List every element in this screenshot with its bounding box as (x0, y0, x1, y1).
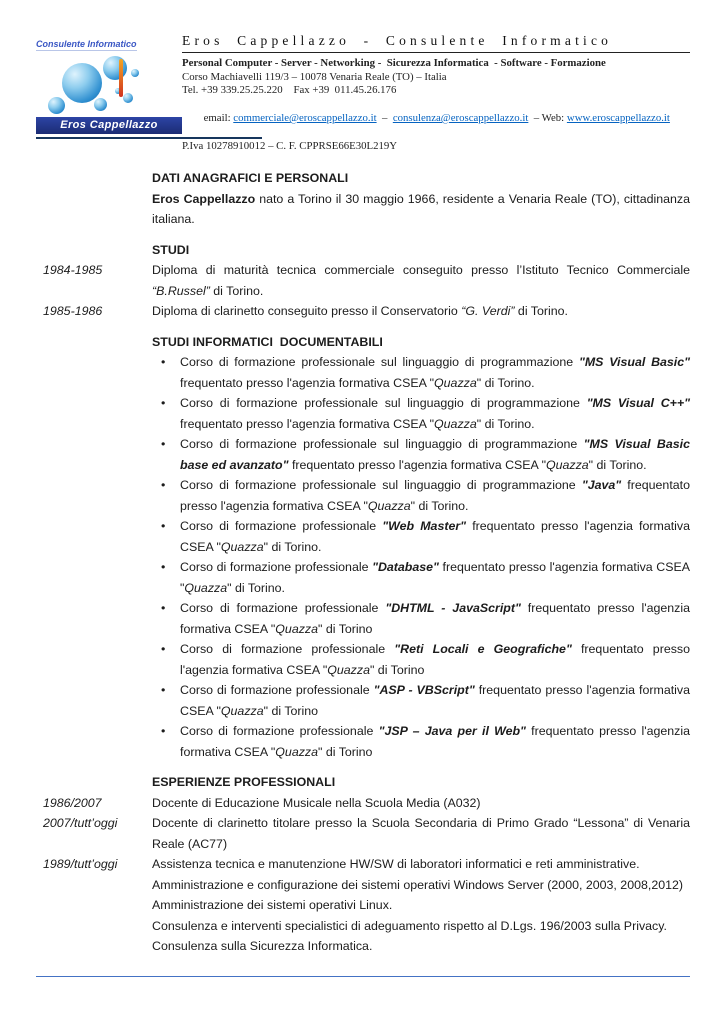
footer-rule (36, 976, 690, 977)
cv-body (43, 168, 690, 957)
course-item: • Corso di formazione professionale sul linguaggio di programmazione "MS Visual C++" frequentato presso l'agenzia formativa CSEA "Quazza" di Torino. (152, 393, 690, 434)
course-item: • Corso di formazione professionale "Database" frequentato presso l'agenzia formativa CSEA "Quazza" di Torino. (152, 557, 690, 598)
logo-tagline: Consulente Informatico (36, 39, 137, 49)
section-personal (43, 168, 690, 230)
experience-row (43, 854, 690, 957)
experience-line: Assistenza tecnica e manutenzione HW/SW di laboratori informatici e reti amministrative. (152, 857, 640, 871)
course-item: • Corso di formazione professionale "ASP - VBScript" frequentato presso l'agenzia formativa CSEA "Quazza" di Torino (152, 680, 690, 721)
letterhead-email-line (182, 98, 690, 139)
section-studi-informatici (43, 332, 690, 763)
education-detail: Diploma di clarinetto conseguito presso il Conservatorio “G. Verdi” di Torino. (152, 304, 568, 318)
experience-row (43, 813, 690, 854)
letterhead-text (182, 34, 690, 153)
experience-date: 1989/tutt’oggi (43, 857, 118, 871)
experience-detail (152, 854, 690, 957)
experience-line: Docente di Educazione Musicale nella Scuola Media (A032) (152, 795, 481, 810)
letterhead-address: Corso Machiavelli 119/3 – 10078 Venaria Reale (TO) – Italia (182, 70, 447, 83)
course-item: • Corso di formazione professionale "Web Master" frequentato presso l'agenzia formativa CSEA "Quazza" di Torino. (152, 516, 690, 557)
course-item: • Corso di formazione professionale sul linguaggio di programmazione "MS Visual Basic base ed avanzato" frequentato presso l'agenzia formativa CSEA "Quazza" di Torino. (152, 434, 690, 475)
bubble-icon (48, 97, 65, 114)
separator: – (376, 111, 393, 124)
logo-red-bar-icon (119, 59, 123, 97)
section-heading-studi: STUDI (152, 242, 190, 257)
letterhead-piva: P.Iva 10278910012 – C. F. CPPRSE66E30L219Y (182, 139, 398, 152)
course-item: • Corso di formazione professionale "JSP – Java per il Web" frequentato presso l'agenzia formativa CSEA "Quazza" di Torino (152, 721, 690, 762)
bubble-icon (123, 93, 133, 103)
email-commerciale-link[interactable]: commerciale@eroscappellazzo.it (233, 111, 377, 124)
letterhead-services: Personal Computer - Server - Networking - Sicurezza Informatica - Software - Formazione (182, 56, 606, 69)
section-heading-esperienze: ESPERIENZE PROFESSIONALI (152, 775, 336, 789)
experience-line: Amministrazione e configurazione dei sistemi operativi Windows Server (2000, 2003, 2008,2012) (152, 877, 684, 892)
section-heading-studi-informatici: STUDI INFORMATICI DOCUMENTABILI (152, 334, 383, 349)
letterhead-phone-fax: Tel. +39 339.25.25.220 Fax +39 011.45.26.176 (182, 84, 397, 97)
education-row (43, 301, 690, 322)
experience-date: 1986/2007 (43, 795, 102, 810)
course-list (152, 352, 690, 762)
experience-date: 2007/tutt’oggi (43, 816, 118, 830)
experience-detail (152, 813, 690, 854)
web-label: – Web: (528, 111, 567, 124)
education-date: 1984-1985 (43, 263, 103, 277)
experience-line: Consulenza sulla Sicurezza Informatica. (152, 939, 373, 953)
section-esperienze (43, 772, 690, 957)
personal-paragraph: Eros Cappellazzo nato a Torino il 30 maggio 1966, residente a Venaria Reale (TO), cittadinanza italiana. (152, 191, 690, 226)
email-consulenza-link[interactable]: consulenza@eroscappellazzo.it (392, 111, 529, 124)
logo-underline (36, 137, 262, 139)
experience-line: Consulenza e interventi specialistici di adeguamento rispetto al D.Lgs. 196/2003 sulla Privacy. (152, 918, 667, 933)
education-row (43, 260, 690, 301)
section-studi (43, 240, 690, 322)
experience-line: Docente di clarinetto titolare presso la Scuola Secondaria di Primo Grado “Lessona” di Venaria Reale (AC77) (152, 816, 690, 851)
education-date: 1985-1986 (43, 304, 103, 318)
course-item: • Corso di formazione professionale sul linguaggio di programmazione "Java" frequentato presso l'agenzia formativa CSEA "Quazza" di Torino. (152, 475, 690, 516)
course-item: • Corso di formazione professionale "DHTML - JavaScript" frequentato presso l'agenzia formativa CSEA "Quazza" di Torino (152, 598, 690, 639)
education-detail: Diploma di maturità tecnica commerciale conseguito presso l’Istituto Tecnico Commerciale “B.Russel” di Torino. (152, 263, 690, 298)
logo-name-banner: Eros Cappellazzo (36, 117, 182, 134)
bubble-icon (94, 98, 107, 111)
email-label: email: (203, 111, 234, 124)
section-heading-personal: DATI ANAGRAFICI E PERSONALI (152, 171, 349, 185)
letterhead (36, 34, 690, 153)
experience-line: Amministrazione dei sistemi operativi Linux. (152, 898, 393, 912)
bubble-icon (62, 63, 102, 103)
company-logo (36, 34, 182, 153)
course-item: • Corso di formazione professionale sul linguaggio di programmazione "MS Visual Basic" frequentato presso l'agenzia formativa CSEA "Quazza" di Torino. (152, 352, 690, 393)
letterhead-title: Eros Cappellazzo - Consulente Informatico (182, 34, 690, 53)
experience-row (43, 793, 690, 814)
website-link[interactable]: www.eroscappellazzo.it (566, 111, 670, 124)
bubble-icon (103, 56, 127, 80)
experience-detail (152, 793, 690, 814)
logo-bubbles-icon (36, 55, 182, 115)
course-item: • Corso di formazione professionale "Reti Locali e Geografiche" frequentato presso l'agenzia formativa CSEA "Quazza" di Torino (152, 639, 690, 680)
bubble-icon (131, 69, 139, 77)
